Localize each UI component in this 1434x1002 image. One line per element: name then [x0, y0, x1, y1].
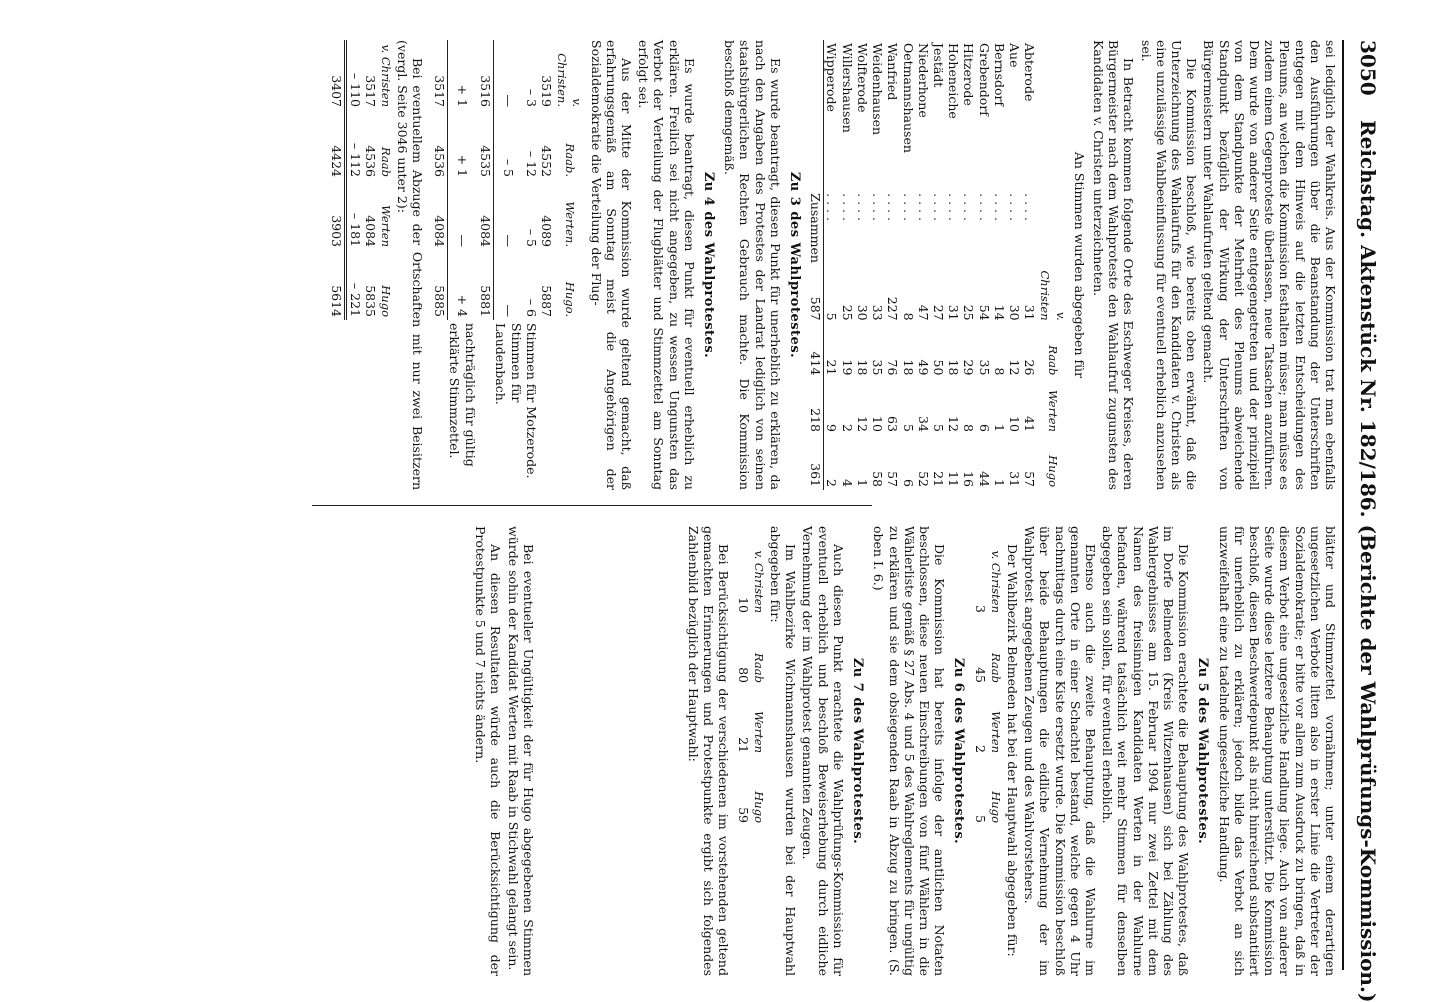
table-cell: —	[455, 234, 471, 247]
vote-cell: 8	[991, 367, 1007, 376]
paragraph: Die Kommission hat bereits infolge der amtlichen Notaten beschlossen, diese neuen Einschreibungen von fünf Wählern in die Wählerliste gemäß § 27 Abs. 4 und 5 des Wahlreglements für ungültig zu erklären und sie dem obsiegenden Raab in Abzug zu bringen. (S. oben I. 6.)	[871, 526, 948, 976]
place-name: Aue	[1006, 43, 1022, 68]
result-table	[431, 40, 584, 490]
vote-cell: 16	[961, 471, 977, 487]
column-header: v. Christen	[379, 44, 394, 107]
paragraph: Bei eventueller Ungültigkeit der für Hugo abgegebenen Stimmen würde sohin der Kandidat Werten mit Raab in Stichwahl gelangt sein.	[505, 526, 536, 976]
table-cell: 21	[735, 737, 751, 753]
place-name: Niederhone	[915, 43, 931, 118]
page-number: 3050	[1356, 40, 1380, 96]
vote-cell: 21	[930, 471, 946, 487]
vote-cell: 41	[1022, 416, 1038, 432]
vote-cell: 47	[915, 304, 931, 321]
table-cell: 4536	[362, 145, 378, 177]
table-cell: 10	[735, 597, 751, 613]
vote-cell: 31	[1006, 471, 1022, 487]
leader-dots: . . . .	[976, 193, 992, 221]
paragraph: Auch diesen Punkt erachtete die Wahlprüfungs-Kommission für eventuell erheblich und beschloß Beweiserhebung durch eidliche Vernehmung der im Wahlprotest genannten Zeugen.	[800, 526, 846, 976]
votes-intro: An Stimmen wurden abgegeben für	[1071, 151, 1087, 379]
paragraph: Die Kommission beschloß, wie bereits oben erwähnt, daß die Unterzeichnung des Wahlaufrufs für den Kandidaten v. Christen als eine unzulässige Wahlbeeinflussung für eventuell erheblich anzusehen sei.	[1138, 40, 1200, 490]
right-column	[471, 526, 1338, 976]
table-cell: – 6	[523, 298, 539, 317]
table-cell: 4084	[362, 215, 378, 247]
vote-cell: 18	[854, 359, 870, 376]
vote-cell: 12	[854, 416, 870, 432]
table-cell: – 110	[347, 72, 363, 107]
paragraph: Aus der Mitte der Kommission wurde geltend gemacht, daß erfahrungsgemäß am Sonntag meist die Angehörigen der Sozialdemokratie die Verteilung der Flug-	[588, 40, 635, 490]
table-cell: – 181	[347, 212, 363, 247]
table-note: Stimmen für Motzerode.	[523, 323, 539, 479]
table-cell: 3517	[431, 40, 447, 110]
table-row	[931, 40, 946, 490]
vote-cell: 30	[1006, 304, 1022, 321]
table-cell: 4084	[431, 180, 447, 250]
place-name: Wipperode	[824, 43, 840, 112]
column-header: Raab	[1045, 345, 1060, 376]
table-cell: 4424	[329, 110, 346, 180]
vote-cell: 8	[900, 312, 916, 321]
small-table	[735, 546, 765, 826]
vote-cell: 57	[885, 471, 901, 487]
leader-dots: . . . .	[946, 193, 962, 221]
column-header: Raab	[379, 147, 394, 177]
table-row	[840, 40, 855, 490]
vote-cell: 6	[900, 479, 916, 487]
vote-cell: 49	[915, 359, 931, 376]
intro-paragraph: sei lediglich der Wahlkreis. Aus der Kommission trat man ebenfalls den Ausführungen über die Beanstandung der Unterschriften entgegen mit dem Hinweis auf die letzten Entscheidungen des Plenums, an welchen die Kommission festhalten müsse; man müsse es zudem einem Gegenproteste überlassen, neue Tatsachen anzuführen. Dem wurde von anderer Seite entgegengetreten und der prinzipiell von dem Standpunkte der Mehrheit des Plenums abweichende Standpunkt bezüglich der Wirkung der Unterschriften von Bürgermeistern unter Wahlaufrufen geltend gemacht.	[1201, 40, 1338, 490]
total-label: Zusammen	[808, 190, 824, 266]
paragraph: Es wurde beantragt, diesen Punkt für unerheblich zu erklären, da nach den Angaben des Protestes der Landrat lediglich von seinen staatsbürgerlichen Rechten Gebrauch machte. Die Kommission beschloß demgemäß.	[722, 40, 783, 490]
vote-cell: 31	[946, 304, 962, 321]
table-note: Stimmen für Laudenbach.	[493, 323, 524, 405]
vote-cell: 35	[976, 359, 992, 376]
column-header: Werten	[751, 710, 766, 753]
vote-cell: 1	[991, 423, 1007, 432]
vote-cell: 57	[1022, 471, 1038, 487]
paragraph: An diesen Resultaten würde auch die Berücksichtigung der Protestpunkte 5 und 7 nichts ändern.	[473, 526, 504, 976]
table-cell: – 5	[501, 158, 517, 177]
section-heading: Zu 5 des Wahlprotestes.	[1195, 657, 1211, 845]
table-cell: – 12	[523, 150, 539, 177]
total-cell: 361	[808, 435, 824, 490]
table-cell: 3517	[362, 75, 378, 107]
leader-dots: . . . .	[885, 193, 901, 221]
final-table	[329, 40, 393, 320]
vote-cell: 1	[854, 479, 870, 487]
table-cell: 4084	[478, 180, 494, 250]
vote-cell: 63	[885, 416, 901, 432]
paragraph: Bei Berücksichtigung der verschiedenen im vorstehenden geltend gemachten Erinnerungen und Protestpunkte ergibt sich folgendes Zahlenbild bezüglich der Hauptwahl:	[686, 526, 732, 976]
table-cell: 3407	[329, 40, 346, 110]
table-cell: – 5	[523, 228, 539, 247]
table-cell: 2	[972, 745, 988, 753]
table-row	[1022, 40, 1037, 490]
vote-cell: 9	[824, 423, 840, 432]
vote-cell: 1	[991, 479, 1007, 487]
table-row	[855, 40, 870, 490]
leader-dots: . . . .	[991, 193, 1007, 221]
vote-cell: 18	[900, 359, 916, 376]
vote-cell: 227	[885, 296, 901, 321]
paragraph: Der Wahlbezirk Belmeden hat bei der Hauptwahl abgegeben für:	[1004, 544, 1020, 957]
table-cell: 4536	[431, 110, 447, 180]
place-name: Bernsdorf	[991, 43, 1007, 107]
vote-cell: 6	[976, 423, 992, 432]
column-header: Werten	[988, 710, 1003, 753]
vote-cell: 18	[946, 359, 962, 376]
total-cell: 414	[808, 324, 824, 379]
vote-cell: 76	[885, 359, 901, 376]
column-header: Hugo.	[562, 281, 577, 317]
table-cell: – 221	[347, 282, 363, 317]
left-column	[329, 40, 1338, 490]
column-header: Hugo	[1045, 455, 1060, 487]
paragraph: Im Wahlbezirke Wichmannshausen wurden bei der Hauptwahl abgegeben für:	[768, 526, 799, 976]
table-cell: 5	[972, 815, 988, 823]
vote-cell: 54	[976, 304, 992, 321]
vote-cell: 12	[946, 416, 962, 432]
table-cell: —	[501, 234, 517, 247]
table-cell: 5887	[539, 285, 555, 317]
table-cell: 5835	[362, 285, 378, 317]
running-title: Reichstag. Aktenstück Nr. 182/186. (Berichte der Wahlprüfungs-Kommission.)	[1356, 120, 1380, 1002]
table-cell: 5885	[431, 250, 447, 320]
vote-cell: 52	[915, 471, 931, 487]
vote-cell: 19	[839, 359, 855, 376]
place-name: Willershausen	[839, 43, 855, 133]
leader-dots: . . . .	[870, 193, 886, 221]
leader-dots: . . . .	[961, 193, 977, 221]
column-header: Hugo	[751, 791, 766, 823]
table-cell: – 3	[523, 88, 539, 107]
table-cell: – 112	[347, 142, 363, 177]
vote-cell: 29	[961, 359, 977, 376]
leader-dots: . . . .	[915, 193, 931, 221]
vote-cell: 44	[976, 471, 992, 487]
column-rule	[312, 505, 872, 506]
paragraph: Es wurde beantragt, diesen Punkt für eventuell erheblich zu erklären. Freilich sei nicht angegeben, zu wessen Ungunsten das Verbot der Verteilung der Flugblätter und Stimmzettel am Sonntag erfolgt sei.	[636, 40, 697, 490]
place-name: Abterode	[1022, 43, 1038, 102]
column-header: v. Christen	[751, 550, 766, 613]
table-row	[885, 40, 900, 490]
table-cell: 4089	[539, 215, 555, 247]
paragraph: Bei eventuellem Abzuge der Ortschaften mit nur zwei Beisitzern (vergl. Seite 3046 unter 2):	[395, 40, 426, 490]
vote-cell: 26	[1022, 359, 1038, 376]
leader-dots: . . . .	[1006, 193, 1022, 221]
column-header: Werten	[1045, 389, 1060, 432]
column-header: Raab	[988, 653, 1003, 683]
vote-cell: 12	[1006, 359, 1022, 376]
vote-cell: 11	[946, 471, 962, 487]
column-header: v. Christen	[1038, 270, 1068, 321]
total-cell: 587	[808, 266, 824, 324]
vote-cell: 58	[870, 471, 886, 487]
paragraph: In Betracht kommen folgende Orte des Eschweger Kreises, deren Bürgermeister nach dem Wahlproteste den Wahlaufruf zugunsten des Kandidaten v. Christen unterzeichneten.	[1090, 40, 1137, 490]
vote-cell: 50	[930, 359, 946, 376]
vote-cell: 10	[870, 416, 886, 432]
table-cell: 3519	[539, 75, 555, 107]
leader-dots: . . . .	[900, 193, 916, 221]
place-name: Wolfterode	[854, 43, 870, 113]
table-cell: 3516	[478, 40, 494, 110]
vote-cell: 25	[839, 304, 855, 321]
table-cell: 80	[735, 667, 751, 683]
vote-cell: 10	[1006, 416, 1022, 432]
document-page	[92, 0, 1392, 1000]
table-note: nachträglich für gültig erklärte Stimmzettel.	[447, 323, 478, 467]
vote-cell: 5	[930, 423, 946, 432]
column-header: Hugo	[988, 791, 1003, 823]
place-name: Weidenhausen	[870, 43, 886, 136]
vote-cell: 14	[991, 304, 1007, 321]
small-table	[972, 546, 1002, 826]
paragraph: Die Kommission erachtete die Behauptung des Wahlprotestes, daß im Dorfe Belmeden (Kreis Witzenhausen) sich bei Zählung des Wahlergebnisses am 15. Februar 1904 nur zwei Zettel mit dem Namen des freisinnigen Kandidaten Werten in der Wahlurne befanden, während tatsächlich weit mehr Stimmen für denselben abgegeben sein sollen, für eventuell erheblich.	[1100, 526, 1192, 976]
table-cell: 59	[735, 807, 751, 823]
table-row	[946, 40, 961, 490]
place-name: Hitzerode	[961, 43, 977, 106]
section-heading: Zu 4 des Wahlprotestes.	[701, 171, 717, 359]
table-cell: 4535	[478, 110, 494, 180]
table-cell: + 1	[455, 154, 471, 177]
leader-dots: . . . .	[839, 193, 855, 221]
table-row	[961, 40, 976, 490]
table-row	[976, 40, 991, 490]
vote-cell: 5	[900, 423, 916, 432]
column-header: Raab.	[562, 143, 577, 177]
leader-dots: . . . .	[824, 193, 840, 221]
vote-cell: 33	[870, 304, 886, 321]
vote-cell: 30	[854, 304, 870, 321]
table-row	[1007, 40, 1022, 490]
vote-cell: 8	[961, 423, 977, 432]
place-name: Hoheneiche	[946, 43, 962, 119]
column-header: v. Christen.	[555, 53, 585, 107]
vote-cell: 25	[961, 304, 977, 321]
column-header: Hugo	[379, 285, 394, 317]
column-header: Werten.	[562, 201, 577, 247]
vote-cell: 21	[824, 359, 840, 376]
table-row	[824, 40, 840, 490]
place-name: Wanfried	[885, 43, 901, 101]
table-row	[992, 40, 1007, 490]
table-cell: 5614	[329, 250, 346, 320]
total-cell: 218	[808, 378, 824, 435]
section-heading: Zu 6 des Wahlprotestes.	[951, 657, 967, 845]
table-cell: 3	[972, 605, 988, 613]
vote-cell: 5	[824, 312, 840, 321]
table-cell: 5881	[478, 250, 494, 320]
section-heading: Zu 7 des Wahlprotestes.	[850, 657, 866, 845]
leader-dots: . . . .	[930, 193, 946, 221]
column-header: Raab	[751, 653, 766, 683]
paragraph: blätter und Stimmzettel vornähmen; unter einem derartigen ungesetzlichen Verbote litten also in erster Linie die Vertreter der Sozialdemokratie; er bitte vor allem zum Ausdruck zu bringen, daß in diesem Verbot eine ungesetzliche Handlung liege. Auch von anderer Seite wurde diese letztere Behauptung unterstützt. Die Kommission beschloß, diesen Beschwerdepunkt als nicht hinreichend substantiiert für unerheblich zu erklären; jedoch bilde das Verbot an sich unzweifelhaft eine zu tadelnde ungesetzliche Handlung.	[1216, 526, 1338, 976]
place-name: Jestädt	[930, 43, 946, 88]
place-name: Oetmannshausen	[900, 43, 916, 153]
leader-dots: . . . .	[854, 193, 870, 221]
vote-cell: 27	[930, 304, 946, 321]
table-cell: 45	[972, 667, 988, 683]
vote-cell: 34	[915, 416, 931, 432]
vote-cell: 35	[870, 359, 886, 376]
table-cell: —	[501, 94, 517, 107]
votes-table	[808, 40, 1067, 490]
table-header-empty	[1037, 40, 1067, 190]
page-header	[1346, 40, 1380, 1002]
total-label-cell	[808, 40, 824, 190]
table-cell: + 1	[455, 84, 471, 107]
vote-cell: 4	[839, 479, 855, 487]
vote-cell: 31	[1022, 304, 1038, 321]
table-row	[870, 40, 885, 490]
header-rule	[1342, 40, 1344, 970]
place-name: Grebendorf	[976, 43, 992, 116]
table-cell: 3903	[329, 180, 346, 250]
table-header-empty	[1037, 190, 1067, 266]
vote-cell: 2	[839, 423, 855, 432]
column-header: Werten	[379, 204, 394, 247]
table-cell: —	[501, 304, 517, 317]
table-row	[900, 40, 915, 490]
table-cell: 4552	[539, 145, 555, 177]
section-heading: Zu 3 des Wahlprotestes.	[787, 171, 803, 359]
column-header: v. Christen	[988, 550, 1003, 613]
leader-dots: . . . .	[1022, 193, 1038, 221]
vote-cell: 2	[824, 479, 840, 487]
paragraph: Ebenso auch die zweite Behauptung, daß die Wahlurne im genannten Orte in einer Schachtel bestand, welche gegen 4 Uhr nachmittags durch eine Kiste ersetzt wurde. Die Kommission beschloß über beide Behauptungen die eidliche Vernehmung der im Wahlprotest angegebenen Zeugen und des Wahlvorstehers.	[1022, 526, 1098, 976]
table-cell: + 4	[455, 294, 471, 317]
table-row	[916, 40, 931, 490]
